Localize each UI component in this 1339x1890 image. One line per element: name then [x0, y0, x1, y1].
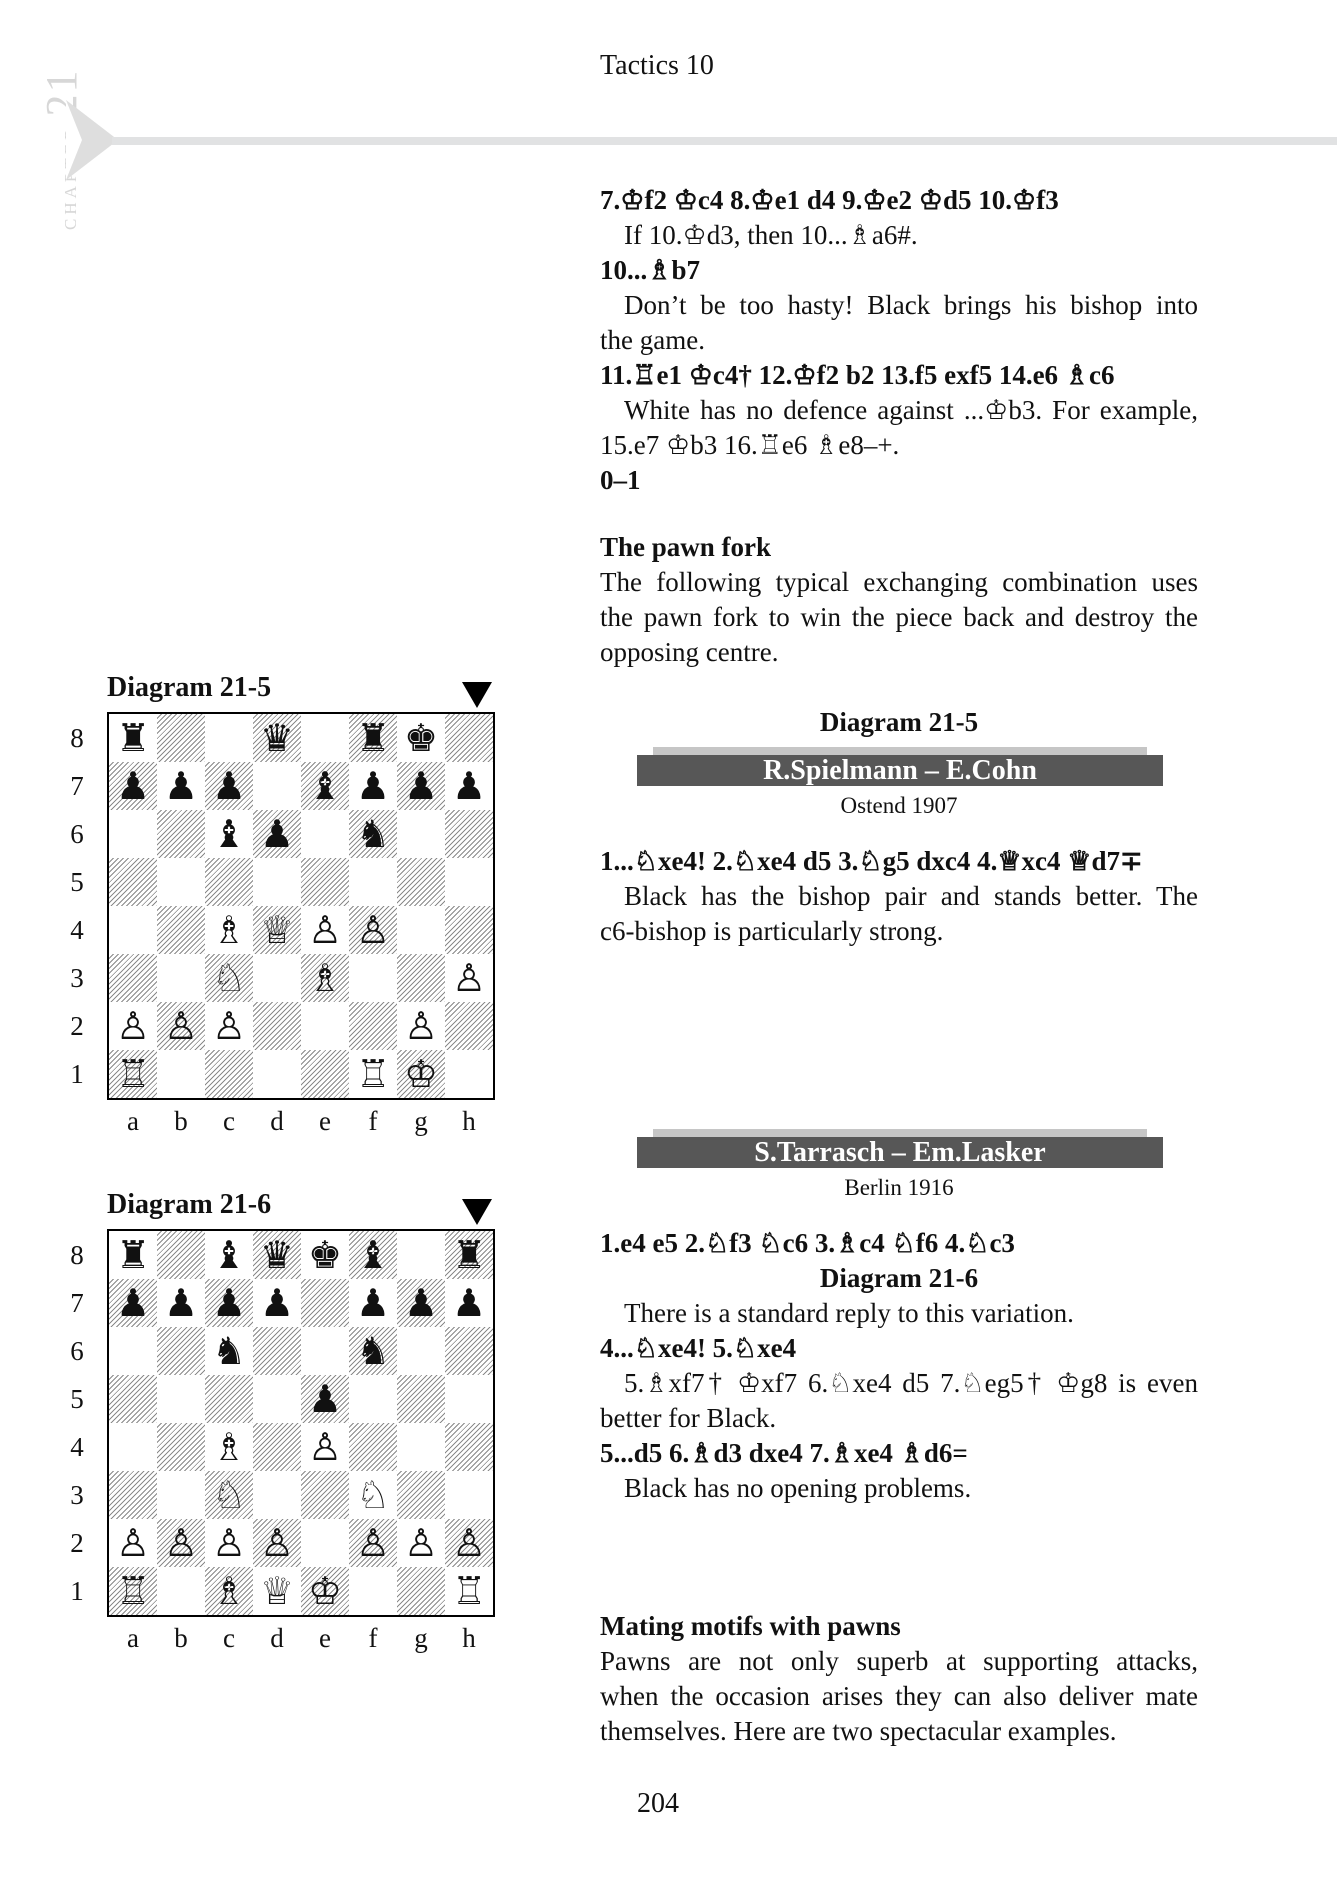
square-d4	[253, 906, 301, 954]
section-mating-motifs	[600, 1609, 1198, 1749]
comment-line: c6-bishop is particularly strong.	[600, 916, 944, 946]
comment-line: better for Black.	[600, 1403, 777, 1433]
paragraph-line: The following typical exchanging combination uses	[600, 567, 1198, 597]
square-f6	[349, 810, 397, 858]
square-a4	[109, 1423, 157, 1471]
square-a3	[109, 954, 157, 1002]
file-label: h	[462, 1623, 476, 1653]
rank-label: 3	[70, 963, 84, 993]
rank-label: 7	[70, 771, 84, 801]
square-c8	[205, 714, 253, 762]
comment-line: 15.e7 ♔b3 16.♖e6 ♗e8–+.	[600, 430, 900, 460]
square-e3	[301, 1471, 349, 1519]
square-d3	[253, 1471, 301, 1519]
black-pawn-icon: ♟	[259, 812, 295, 856]
square-f4	[349, 1423, 397, 1471]
white-queen-icon: ♕	[259, 1569, 295, 1613]
text-block-top	[600, 183, 1198, 498]
square-b4	[157, 906, 205, 954]
square-d8	[253, 1231, 301, 1279]
white-pawn-icon: ♙	[307, 1425, 343, 1469]
square-h3	[445, 954, 493, 1002]
square-c1	[205, 1050, 253, 1098]
file-label: g	[414, 1623, 428, 1653]
square-h1	[445, 1050, 493, 1098]
rank-label: 5	[70, 867, 84, 897]
square-e7	[301, 1279, 349, 1327]
move-line: 1.e4 e5 2.♘f3 ♘c6 3.♗c4 ♘f6 4.♘c3	[600, 1228, 1015, 1258]
file-labels	[109, 1106, 493, 1137]
square-g5	[397, 858, 445, 906]
diagram-label: Diagram 21-5	[107, 672, 272, 703]
black-pawn-icon: ♟	[163, 764, 199, 808]
rank-labels	[62, 1231, 92, 1615]
comment-line: Black has the bishop pair and stands better. The	[624, 881, 1198, 911]
black-pawn-icon: ♟	[115, 764, 151, 808]
white-bishop-icon: ♗	[211, 1425, 247, 1469]
square-a5	[109, 858, 157, 906]
square-h2	[445, 1002, 493, 1050]
rank-label: 1	[70, 1576, 84, 1606]
square-a1	[109, 1567, 157, 1615]
black-pawn-icon: ♟	[115, 1281, 151, 1325]
game-event: Ostend 1907	[840, 793, 958, 818]
black-pawn-icon: ♟	[211, 1281, 247, 1325]
rank-label: 2	[70, 1528, 84, 1558]
square-c6	[205, 810, 253, 858]
file-label: h	[462, 1106, 476, 1136]
square-b4	[157, 1423, 205, 1471]
game-players: S.Tarrasch – Em.Lasker	[637, 1137, 1163, 1168]
square-e3	[301, 954, 349, 1002]
white-pawn-icon: ♙	[355, 1521, 391, 1565]
rank-label: 6	[70, 819, 84, 849]
black-knight-icon: ♞	[355, 812, 391, 856]
move-line: 11.♖e1 ♔c4† 12.♔f2 b2 13.f5 exf5 14.e6 ♗c6	[600, 360, 1115, 390]
page-number: 204	[637, 1788, 679, 1819]
square-d8	[253, 714, 301, 762]
square-c7	[205, 762, 253, 810]
square-b7	[157, 762, 205, 810]
square-h3	[445, 1471, 493, 1519]
file-labels	[109, 1623, 493, 1654]
white-king-icon: ♔	[307, 1569, 343, 1613]
game-players: R.Spielmann – E.Cohn	[637, 755, 1163, 786]
square-b5	[157, 858, 205, 906]
rank-label: 4	[70, 1432, 84, 1462]
black-pawn-icon: ♟	[259, 1281, 295, 1325]
rank-label: 8	[70, 723, 84, 753]
square-b2	[157, 1519, 205, 1567]
square-e5	[301, 858, 349, 906]
chapter-number: 21	[37, 68, 86, 117]
white-pawn-icon: ♙	[211, 1521, 247, 1565]
black-rook-icon: ♜	[355, 716, 391, 760]
paragraph-line: when the occasion arises they can also deliver mate	[600, 1681, 1198, 1711]
square-c2	[205, 1002, 253, 1050]
black-queen-icon: ♛	[259, 1233, 295, 1277]
move-line: 7.♔f2 ♔c4 8.♔e1 d4 9.♔e2 ♔d5 10.♔f3	[600, 185, 1059, 215]
white-rook-icon: ♖	[355, 1052, 391, 1096]
square-h2	[445, 1519, 493, 1567]
square-e6	[301, 810, 349, 858]
rank-labels	[62, 714, 92, 1098]
square-b5	[157, 1375, 205, 1423]
square-g1	[397, 1050, 445, 1098]
square-h8	[445, 714, 493, 762]
file-label: a	[127, 1106, 139, 1136]
square-g7	[397, 1279, 445, 1327]
comment-line: White has no defence against ...♔b3. For example,	[624, 395, 1198, 425]
game2-text	[600, 1226, 1198, 1506]
square-f8	[349, 714, 397, 762]
square-c4	[205, 1423, 253, 1471]
square-a5	[109, 1375, 157, 1423]
square-f6	[349, 1327, 397, 1375]
rank-label: 5	[70, 1384, 84, 1414]
banner-shade	[653, 1129, 1147, 1137]
black-bishop-icon: ♝	[307, 764, 343, 808]
square-d3	[253, 954, 301, 1002]
chapter-arrow-notch	[66, 100, 82, 180]
chess-board	[107, 1229, 495, 1617]
square-b1	[157, 1567, 205, 1615]
white-rook-icon: ♖	[451, 1569, 487, 1613]
white-pawn-icon: ♙	[403, 1004, 439, 1048]
black-queen-icon: ♛	[259, 716, 295, 760]
file-label: b	[174, 1623, 188, 1653]
white-pawn-icon: ♙	[211, 1004, 247, 1048]
square-e2	[301, 1519, 349, 1567]
square-f5	[349, 1375, 397, 1423]
running-head: Tactics 10	[600, 50, 714, 81]
square-f8	[349, 1231, 397, 1279]
rank-label: 1	[70, 1059, 84, 1089]
square-a7	[109, 762, 157, 810]
black-pawn-icon: ♟	[403, 764, 439, 808]
square-d2	[253, 1519, 301, 1567]
square-c6	[205, 1327, 253, 1375]
white-bishop-icon: ♗	[307, 956, 343, 1000]
black-king-icon: ♚	[307, 1233, 343, 1277]
square-g4	[397, 1423, 445, 1471]
square-e4	[301, 1423, 349, 1471]
square-d2	[253, 1002, 301, 1050]
square-g7	[397, 762, 445, 810]
square-g3	[397, 1471, 445, 1519]
black-pawn-icon: ♟	[451, 764, 487, 808]
square-a6	[109, 810, 157, 858]
chess-board	[107, 712, 495, 1100]
game-event: Berlin 1916	[844, 1175, 954, 1200]
rank-label: 4	[70, 915, 84, 945]
square-a2	[109, 1519, 157, 1567]
move-line: 10...♗b7	[600, 255, 700, 285]
square-h6	[445, 810, 493, 858]
black-bishop-icon: ♝	[355, 1233, 391, 1277]
white-queen-icon: ♕	[259, 908, 295, 952]
square-b8	[157, 714, 205, 762]
black-bishop-icon: ♝	[211, 1233, 247, 1277]
black-bishop-icon: ♝	[211, 812, 247, 856]
comment-line: Don’t be too hasty! Black brings his bishop into	[624, 290, 1198, 320]
square-h5	[445, 1375, 493, 1423]
square-a4	[109, 906, 157, 954]
section-heading: Mating motifs with pawns	[600, 1611, 901, 1641]
file-label: g	[414, 1106, 428, 1136]
square-f2	[349, 1002, 397, 1050]
square-g8	[397, 714, 445, 762]
file-label: a	[127, 1623, 139, 1653]
white-pawn-icon: ♙	[115, 1521, 151, 1565]
black-rook-icon: ♜	[115, 1233, 151, 1277]
square-d1	[253, 1567, 301, 1615]
square-c7	[205, 1279, 253, 1327]
square-h1	[445, 1567, 493, 1615]
square-g1	[397, 1567, 445, 1615]
game-banner-2	[637, 1129, 1163, 1169]
paragraph-line: Pawns are not only superb at supporting attacks,	[600, 1646, 1198, 1676]
white-rook-icon: ♖	[115, 1569, 151, 1613]
square-g2	[397, 1002, 445, 1050]
diagram-ref-1: Diagram 21-5	[819, 707, 979, 737]
square-a3	[109, 1471, 157, 1519]
square-c2	[205, 1519, 253, 1567]
black-pawn-icon: ♟	[403, 1281, 439, 1325]
square-f5	[349, 858, 397, 906]
square-b2	[157, 1002, 205, 1050]
black-to-move-icon	[462, 1199, 492, 1225]
square-h4	[445, 1423, 493, 1471]
black-pawn-icon: ♟	[307, 1377, 343, 1421]
white-rook-icon: ♖	[115, 1052, 151, 1096]
file-label: c	[223, 1106, 235, 1136]
white-knight-icon: ♘	[211, 956, 247, 1000]
white-pawn-icon: ♙	[163, 1521, 199, 1565]
square-f2	[349, 1519, 397, 1567]
square-a8	[109, 1231, 157, 1279]
comment-line: the game.	[600, 325, 705, 355]
white-bishop-icon: ♗	[211, 1569, 247, 1613]
black-knight-icon: ♞	[355, 1329, 391, 1373]
square-c4	[205, 906, 253, 954]
square-c1	[205, 1567, 253, 1615]
result: 0–1	[600, 465, 641, 495]
square-d5	[253, 1375, 301, 1423]
square-b7	[157, 1279, 205, 1327]
black-rook-icon: ♜	[451, 1233, 487, 1277]
square-b3	[157, 1471, 205, 1519]
square-h7	[445, 762, 493, 810]
black-to-move-icon	[462, 682, 492, 708]
paragraph-line: opposing centre.	[600, 637, 779, 667]
paragraph-line: themselves. Here are two spectacular examples.	[600, 1716, 1117, 1746]
square-d7	[253, 1279, 301, 1327]
white-pawn-icon: ♙	[163, 1004, 199, 1048]
file-label: f	[368, 1106, 378, 1136]
square-b3	[157, 954, 205, 1002]
square-e7	[301, 762, 349, 810]
black-pawn-icon: ♟	[355, 764, 391, 808]
square-b1	[157, 1050, 205, 1098]
square-f7	[349, 1279, 397, 1327]
square-h6	[445, 1327, 493, 1375]
game1-text	[600, 844, 1198, 949]
square-d4	[253, 1423, 301, 1471]
white-pawn-icon: ♙	[451, 956, 487, 1000]
square-c5	[205, 858, 253, 906]
square-d6	[253, 1327, 301, 1375]
rank-label: 8	[70, 1240, 84, 1270]
white-pawn-icon: ♙	[355, 908, 391, 952]
square-h4	[445, 906, 493, 954]
square-e8	[301, 1231, 349, 1279]
square-g6	[397, 810, 445, 858]
square-g6	[397, 1327, 445, 1375]
rank-label: 3	[70, 1480, 84, 1510]
square-g2	[397, 1519, 445, 1567]
game-banner-1	[637, 747, 1163, 787]
chapter-word: CHAPTER	[61, 124, 80, 230]
banner-shade	[653, 747, 1147, 755]
header-rule	[112, 137, 1337, 145]
square-d1	[253, 1050, 301, 1098]
square-c8	[205, 1231, 253, 1279]
rank-label: 2	[70, 1011, 84, 1041]
square-c5	[205, 1375, 253, 1423]
white-king-icon: ♔	[403, 1052, 439, 1096]
square-a1	[109, 1050, 157, 1098]
file-label: f	[368, 1623, 378, 1653]
square-e5	[301, 1375, 349, 1423]
paragraph-line: the pawn fork to win the piece back and destroy the	[600, 602, 1198, 632]
square-d7	[253, 762, 301, 810]
white-knight-icon: ♘	[211, 1473, 247, 1517]
square-f3	[349, 954, 397, 1002]
square-f3	[349, 1471, 397, 1519]
square-e1	[301, 1050, 349, 1098]
file-label: d	[270, 1106, 284, 1136]
white-pawn-icon: ♙	[115, 1004, 151, 1048]
file-label: d	[270, 1623, 284, 1653]
black-pawn-icon: ♟	[163, 1281, 199, 1325]
section-heading: The pawn fork	[600, 532, 772, 562]
black-pawn-icon: ♟	[211, 764, 247, 808]
move-line: 5...d5 6.♗d3 dxe4 7.♗xe4 ♗d6=	[600, 1438, 968, 1468]
comment-line: If 10.♔d3, then 10...♗a6#.	[624, 220, 918, 250]
square-e2	[301, 1002, 349, 1050]
square-a6	[109, 1327, 157, 1375]
move-line: 4...♘xe4! 5.♘xe4	[600, 1333, 797, 1363]
square-a2	[109, 1002, 157, 1050]
black-rook-icon: ♜	[115, 716, 151, 760]
rank-label: 6	[70, 1336, 84, 1366]
square-b8	[157, 1231, 205, 1279]
black-pawn-icon: ♟	[355, 1281, 391, 1325]
square-b6	[157, 810, 205, 858]
square-e1	[301, 1567, 349, 1615]
rank-label: 7	[70, 1288, 84, 1318]
square-h8	[445, 1231, 493, 1279]
square-f1	[349, 1567, 397, 1615]
square-f1	[349, 1050, 397, 1098]
square-b6	[157, 1327, 205, 1375]
square-f7	[349, 762, 397, 810]
square-a7	[109, 1279, 157, 1327]
square-g8	[397, 1231, 445, 1279]
move-line: 1...♘xe4! 2.♘xe4 d5 3.♘g5 dxc4 4.♕xc4 ♕d7∓	[600, 846, 1143, 876]
white-pawn-icon: ♙	[451, 1521, 487, 1565]
white-pawn-icon: ♙	[307, 908, 343, 952]
square-c3	[205, 954, 253, 1002]
square-g3	[397, 954, 445, 1002]
white-knight-icon: ♘	[355, 1473, 391, 1517]
square-h7	[445, 1279, 493, 1327]
square-a8	[109, 714, 157, 762]
file-label: e	[319, 1106, 331, 1136]
section-pawn-fork	[600, 530, 1198, 670]
comment-line: Black has no opening problems.	[624, 1473, 972, 1503]
diagram-label: Diagram 21-6	[107, 1189, 272, 1220]
square-e6	[301, 1327, 349, 1375]
square-c3	[205, 1471, 253, 1519]
square-h5	[445, 858, 493, 906]
black-knight-icon: ♞	[211, 1329, 247, 1373]
file-label: b	[174, 1106, 188, 1136]
file-label: e	[319, 1623, 331, 1653]
square-d6	[253, 810, 301, 858]
square-d5	[253, 858, 301, 906]
comment-line: 5.♗xf7† ♔xf7 6.♘xe4 d5 7.♘eg5† ♔g8 is even	[624, 1368, 1198, 1398]
diagram-ref-2: Diagram 21-6	[819, 1263, 979, 1293]
square-g4	[397, 906, 445, 954]
file-label: c	[223, 1623, 235, 1653]
white-pawn-icon: ♙	[403, 1521, 439, 1565]
white-pawn-icon: ♙	[259, 1521, 295, 1565]
black-king-icon: ♚	[403, 716, 439, 760]
square-g5	[397, 1375, 445, 1423]
comment-line: There is a standard reply to this variation.	[624, 1298, 1074, 1328]
square-e8	[301, 714, 349, 762]
white-bishop-icon: ♗	[211, 908, 247, 952]
square-f4	[349, 906, 397, 954]
black-pawn-icon: ♟	[451, 1281, 487, 1325]
square-e4	[301, 906, 349, 954]
